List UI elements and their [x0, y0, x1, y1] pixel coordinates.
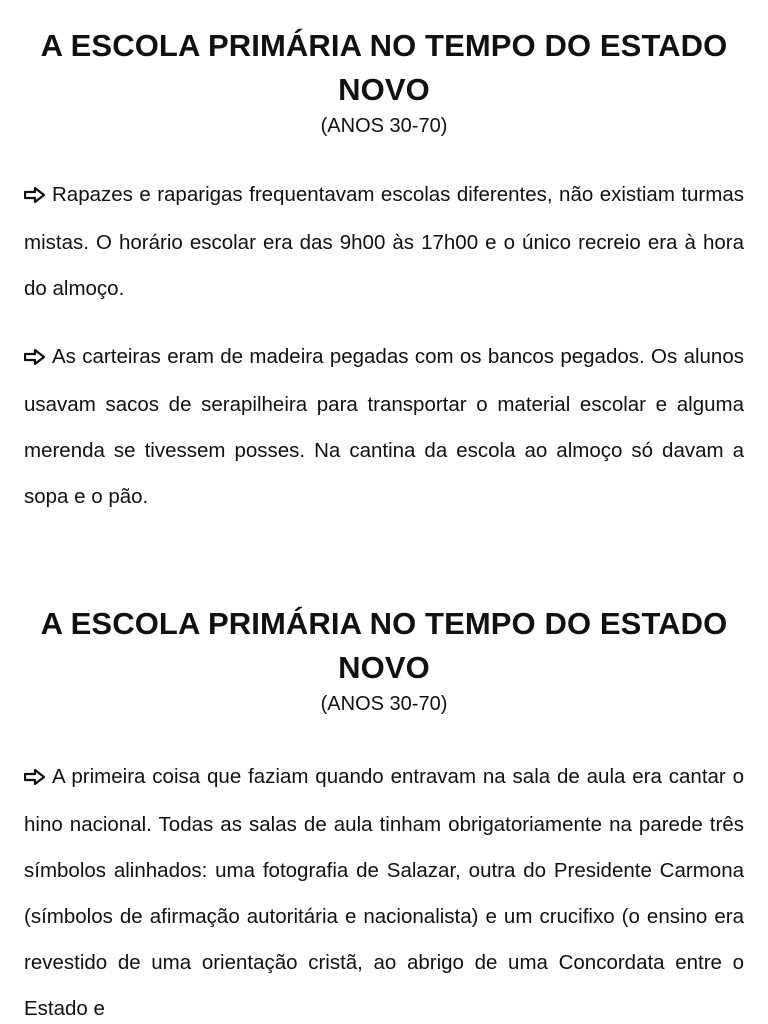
slide-2-paragraph-1-text: A primeira coisa que faziam quando entravam na sala de aula era cantar o hino nacional. Todas as salas de aula tinham obrigatoriamente na parede três símbolos alinhados: uma fotografia de Salazar, outra do Presidente Carmona (símbolos de afirmação autoritária e nacionalista) e um crucifixo (o ensino era revestido de uma orientação cristã, ao abrigo de uma Concordata entre o Estado e — [24, 765, 744, 1020]
slide-1-subtitle: (ANOS 30-70) — [320, 115, 448, 137]
arrow-right-outline-icon — [24, 756, 46, 802]
slide-2-subtitle: (ANOS 30-70) — [320, 693, 448, 715]
slide-1-paragraph-1 — [24, 172, 744, 312]
slide-1-paragraph-1-text: Rapazes e raparigas frequentavam escolas diferentes, não existiam turmas mistas. O horário escolar era das 9h00 às 17h00 e o único recreio era à hora do almoço. — [24, 183, 744, 300]
arrow-right-outline-icon — [24, 174, 46, 220]
slide-1-title: A ESCOLA PRIMÁRIA NO TEMPO DO ESTADO NOVO — [40, 28, 728, 107]
slide-1-paragraph-2-text: As carteiras eram de madeira pegadas com os bancos pegados. Os alunos usavam sacos de serapilheira para transportar o material escolar e alguma merenda se tivessem posses. Na cantina da escola ao almoço só davam a sopa e o pão. — [24, 345, 744, 508]
slide-2 — [0, 580, 768, 1024]
arrow-right-outline-icon — [24, 336, 46, 382]
slide-2-title: A ESCOLA PRIMÁRIA NO TEMPO DO ESTADO NOVO — [40, 606, 728, 685]
slide-1-paragraph-2 — [24, 334, 744, 520]
slide-2-paragraph-1 — [24, 754, 744, 1024]
